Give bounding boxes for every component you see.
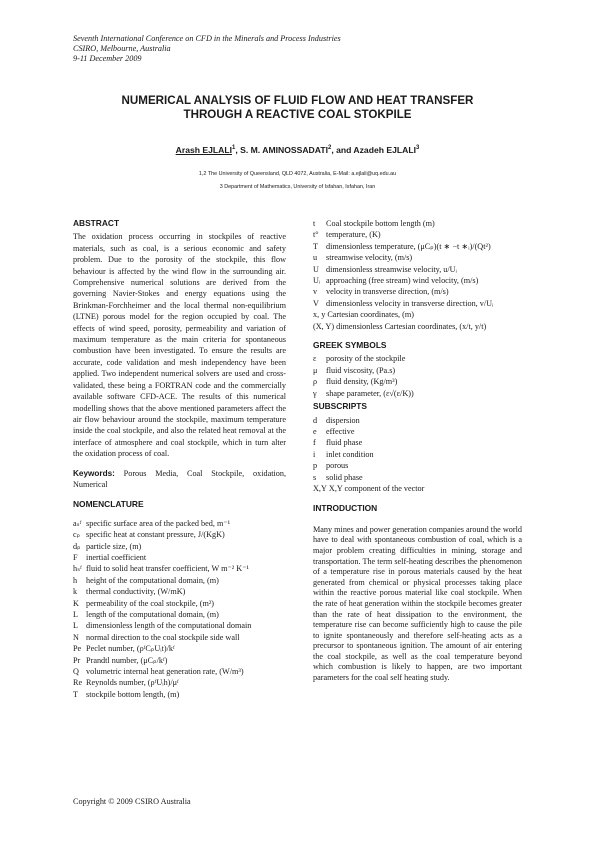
conference-location: CSIRO, Melbourne, Australia <box>73 44 171 53</box>
greek-symbol-item <box>313 353 522 364</box>
nomenclature-item-description: velocity in transverse direction, (m/s) <box>326 287 449 297</box>
subscript-item <box>313 460 522 471</box>
subscript-item-symbol: d <box>313 415 318 425</box>
subscript-item-description: inlet condition <box>326 449 374 459</box>
nomenclature-item-symbol: V <box>313 298 319 308</box>
author-1: Arash EJLALI <box>175 145 232 155</box>
nomenclature-item-description: fluid to solid heat transfer coefficient, W m⁻² K⁻¹ <box>86 564 249 574</box>
nomenclature-item-description: permeability of the coal stockpile, (m²) <box>86 598 215 608</box>
nomenclature-item-symbol: U <box>313 264 319 274</box>
subscript-item <box>313 415 522 426</box>
subscript-item-description: fluid phase <box>326 438 363 448</box>
nomenclature-item-symbol: x, y <box>313 310 326 320</box>
subscript-item <box>313 426 522 437</box>
nomenclature-item-symbol: Pe <box>73 644 82 654</box>
nomenclature-item <box>73 643 286 654</box>
subscript-item <box>313 483 522 494</box>
nomenclature-item <box>313 298 522 309</box>
nomenclature-item-description: dimensionless streamwise velocity, u/Uᵢ <box>326 264 457 274</box>
nomenclature-list-continued <box>313 218 522 332</box>
nomenclature-item-description: height of the computational domain, (m) <box>86 575 219 585</box>
conference-header <box>73 34 341 64</box>
nomenclature-item <box>313 286 522 297</box>
nomenclature-item-symbol: F <box>73 552 78 562</box>
author-2-sup: 2 <box>327 145 332 152</box>
nomenclature-item-symbol: L <box>73 610 79 619</box>
nomenclature-item <box>313 229 522 240</box>
subscript-item-description: porous <box>326 461 349 471</box>
nomenclature-item-symbol: t <box>313 219 316 228</box>
nomenclature-item-symbol: T <box>73 689 79 699</box>
nomenclature-item-symbol: T <box>313 241 319 251</box>
keywords-label: Keywords: <box>73 468 115 478</box>
subscript-item-symbol: e <box>313 426 317 436</box>
subscripts-heading: SUBSCRIPTS <box>313 401 367 412</box>
nomenclature-item-description: Peclet number, (ρᶠCₚUᵢt)/kᶠ <box>86 644 175 654</box>
nomenclature-item-symbol: Uᵢ <box>313 276 321 286</box>
nomenclature-item-symbol: dₚ <box>73 541 81 551</box>
nomenclature-item <box>313 252 522 263</box>
greek-symbols-list <box>313 353 522 399</box>
author-2: , S. M. AMINOSSADATI <box>235 145 328 155</box>
nomenclature-item-description: volumetric internal heat generation rate, (W/m³) <box>86 667 244 677</box>
nomenclature-item-description: Reynolds number, (ρᶠUᵢh)/μᶠ <box>86 678 179 688</box>
nomenclature-item-symbol: Q <box>73 667 79 677</box>
subscript-item-symbol: p <box>313 461 318 471</box>
copyright-footer: Copyright © 2009 CSIRO Australia <box>73 797 191 806</box>
nomenclature-item <box>313 264 522 275</box>
subscript-item <box>313 472 522 483</box>
abstract-heading: ABSTRACT <box>73 218 120 228</box>
nomenclature-item <box>313 241 522 252</box>
greek-symbol-item <box>313 388 522 399</box>
subscript-item-description: effective <box>326 426 355 436</box>
subscript-item <box>313 449 522 460</box>
nomenclature-item <box>73 586 286 597</box>
nomenclature-item-symbol: k <box>73 587 78 597</box>
nomenclature-item-description: length of the computational domain, (m) <box>86 610 219 619</box>
subscript-item-description: solid phase <box>326 472 363 482</box>
nomenclature-item-symbol: cₚ <box>73 530 81 540</box>
greek-symbol-item-description: fluid viscosity, (Pa.s) <box>326 365 396 375</box>
subscript-item-symbol: X,Y <box>313 483 327 493</box>
nomenclature-item-symbol: Re <box>73 678 83 688</box>
nomenclature-item-description: stockpile bottom length, (m) <box>86 689 180 699</box>
affiliation-2: 3 Department of Mathematics, University of Isfahan, Isfahan, Iran <box>219 184 376 190</box>
nomenclature-item <box>73 529 286 540</box>
right-column <box>313 218 522 684</box>
nomenclature-item <box>73 689 286 700</box>
keywords <box>73 468 286 491</box>
nomenclature-item <box>73 575 286 586</box>
greek-symbol-item-description: fluid density, (Kg/m³) <box>326 377 398 387</box>
paper-title <box>60 94 535 122</box>
nomenclature-item-symbol: K <box>73 598 79 608</box>
subscript-item-symbol: s <box>313 472 317 482</box>
nomenclature-item-description: inertial coefficient <box>86 552 147 562</box>
greek-symbol-item-symbol: ε <box>313 354 317 364</box>
affiliation-1: 1,2 The University of Queensland, QLD 4072, Australia, E-Mail: a.ejlali@uq.edu.au <box>198 171 397 177</box>
nomenclature-item-symbol: L <box>73 621 79 631</box>
introduction-heading: INTRODUCTION <box>313 503 378 514</box>
greek-symbol-item-description: porosity of the stockpile <box>326 354 406 364</box>
nomenclature-item <box>73 620 286 631</box>
author-list <box>60 145 535 155</box>
greek-symbols-heading: GREEK SYMBOLS <box>313 340 387 351</box>
title-line-2: THROUGH A REACTIVE COAL STOKPILE <box>183 108 412 121</box>
nomenclature-item-description: thermal conductivity, (W/mK) <box>86 587 186 597</box>
nomenclature-item-description: approaching (free stream) wind velocity, (m/s) <box>326 276 479 286</box>
nomenclature-item <box>313 275 522 286</box>
introduction-text: Many mines and power generation companies around the world have to deal with spontaneous combustion of coal, which is a major problem creating difficulties in mining, storage and transportation. The term self-heating describes the phenomenon of a temperature rise in porous materials caused by the heat generated from chemical or physical processes taking place within the reactive porous material like coal stockpile. When the rate of heat generation within the stockpile becomes greater than the rate of heat dissipation to the environment, the temperature rise can become sufficiently high to cause the pile to ignite spontaneously and therefore self-heating acts as a precursor to spontaneous ignition. The amount of air entering the coal stockpile, as well as the coal temperature beyond which combustion is likely to happen, are two important parameters for the coal self heating study. <box>313 524 522 683</box>
subscript-item-description: X,Y component of the vector <box>328 483 425 493</box>
nomenclature-item <box>73 609 286 620</box>
nomenclature-item <box>73 518 286 529</box>
author-3: , and Azadeh EJLALI <box>331 145 416 155</box>
greek-symbol-item-symbol: ρ <box>313 377 318 387</box>
nomenclature-list <box>73 518 286 701</box>
nomenclature-item <box>73 563 286 574</box>
nomenclature-item <box>73 655 286 666</box>
nomenclature-item-description: Cartesian coordinates, (m) <box>327 310 414 320</box>
greek-symbol-item-description: shape parameter, (ε√(ε/K)) <box>326 388 414 398</box>
nomenclature-item-symbol: hₛᶠ <box>73 564 82 574</box>
nomenclature-item <box>73 632 286 643</box>
greek-symbol-item <box>313 376 522 387</box>
nomenclature-item-symbol: (X, Y) <box>313 321 335 331</box>
nomenclature-item-description: specific surface area of the packed bed, m⁻¹ <box>86 518 231 528</box>
nomenclature-item-description: specific heat at constant pressure, J/(KgK) <box>86 530 225 540</box>
nomenclature-item <box>313 309 522 320</box>
nomenclature-item-symbol: v <box>313 287 318 297</box>
greek-symbol-item <box>313 365 522 376</box>
nomenclature-item <box>73 552 286 563</box>
conference-date: 9-11 December 2009 <box>73 54 142 63</box>
nomenclature-item-symbol: h <box>73 575 78 585</box>
nomenclature-item-symbol: t° <box>313 230 319 240</box>
subscript-item-symbol: f <box>313 438 316 448</box>
nomenclature-item-description: temperature, (K) <box>326 230 381 240</box>
nomenclature-item-symbol: Pr <box>73 655 81 665</box>
keywords-text: Porous Media, Coal Stockpile, oxidation, Numerical <box>73 468 287 489</box>
nomenclature-item-description: Coal stockpile bottom length (m) <box>326 219 435 228</box>
nomenclature-item-description: Prandtl number, (μCₚ/kᶠ) <box>86 655 168 665</box>
subscripts-list <box>313 415 522 495</box>
nomenclature-item-description: streamwise velocity, (m/s) <box>326 253 413 263</box>
nomenclature-item <box>73 541 286 552</box>
left-column <box>73 218 286 700</box>
nomenclature-item <box>313 218 522 229</box>
greek-symbol-item-symbol: μ <box>313 365 318 375</box>
nomenclature-heading: NOMENCLATURE <box>73 499 144 510</box>
nomenclature-item <box>73 666 286 677</box>
title-line-1: NUMERICAL ANALYSIS OF FLUID FLOW AND HEAT TRANSFER <box>121 94 474 107</box>
conference-name: Seventh International Conference on CFD in the Minerals and Process Industries <box>73 34 341 43</box>
nomenclature-item <box>73 677 286 688</box>
author-3-sup: 3 <box>416 145 420 152</box>
subscript-item-description: dispersion <box>326 415 360 425</box>
nomenclature-item-description: dimensionless length of the computational domain <box>86 621 252 631</box>
nomenclature-item-description: dimensionless Cartesian coordinates, (x/t, y/t) <box>336 321 487 331</box>
author-1-sup: 1 <box>232 145 236 152</box>
nomenclature-item-description: particle size, (m) <box>86 541 142 551</box>
nomenclature-item-symbol: u <box>313 253 318 263</box>
subscript-item-symbol: i <box>313 449 316 459</box>
nomenclature-item-description: normal direction to the coal stockpile side wall <box>86 632 240 642</box>
nomenclature-item-description: dimensionless temperature, (μCₚ)(t ∗ −t ∗ᵢ)/(Qt²) <box>326 241 491 251</box>
greek-symbol-item-symbol: γ <box>313 388 317 398</box>
nomenclature-item-symbol: aₛᶠ <box>73 518 82 528</box>
nomenclature-item <box>313 321 522 332</box>
subscript-item <box>313 437 522 448</box>
nomenclature-item <box>73 598 286 609</box>
nomenclature-item-symbol: N <box>73 632 79 642</box>
nomenclature-item-description: dimensionless velocity in transverse direction, v/Uᵢ <box>326 298 494 308</box>
abstract-text: The oxidation process occurring in stockpiles of reactive materials, such as coal, is a serious economic and safety problem. Due to the porosity of the stockpile, this flow behaviour is affected by the wind flow in the surrounding air. Comprehensive numerical solutions are derived from the governing Navier-Stokes and energy equations using the Brinkman-Forchheimer and the local thermal non-equilibrium (LTNE) porous model for the region occupied by coal. The effects of wind speed, porosity, permeability and variation of maximum temperature as the main criteria for spontaneous combustion have been investigated. To ensure the results are accurate, code validation and mesh independency have been applied. Two independent numerical solvers are used and cross-validated, these being a FORTRAN code and the commercially available software CFD-ACE. The results of this numerical modelling shows that the above mentioned parameters affect the air flow behaviour around the stockpile, maximum temperature inside the coal stockpile, and also the related heat removal at the interface of atmosphere and coal stockpile, which in turn alter the oxidation process of coal. <box>73 232 286 459</box>
